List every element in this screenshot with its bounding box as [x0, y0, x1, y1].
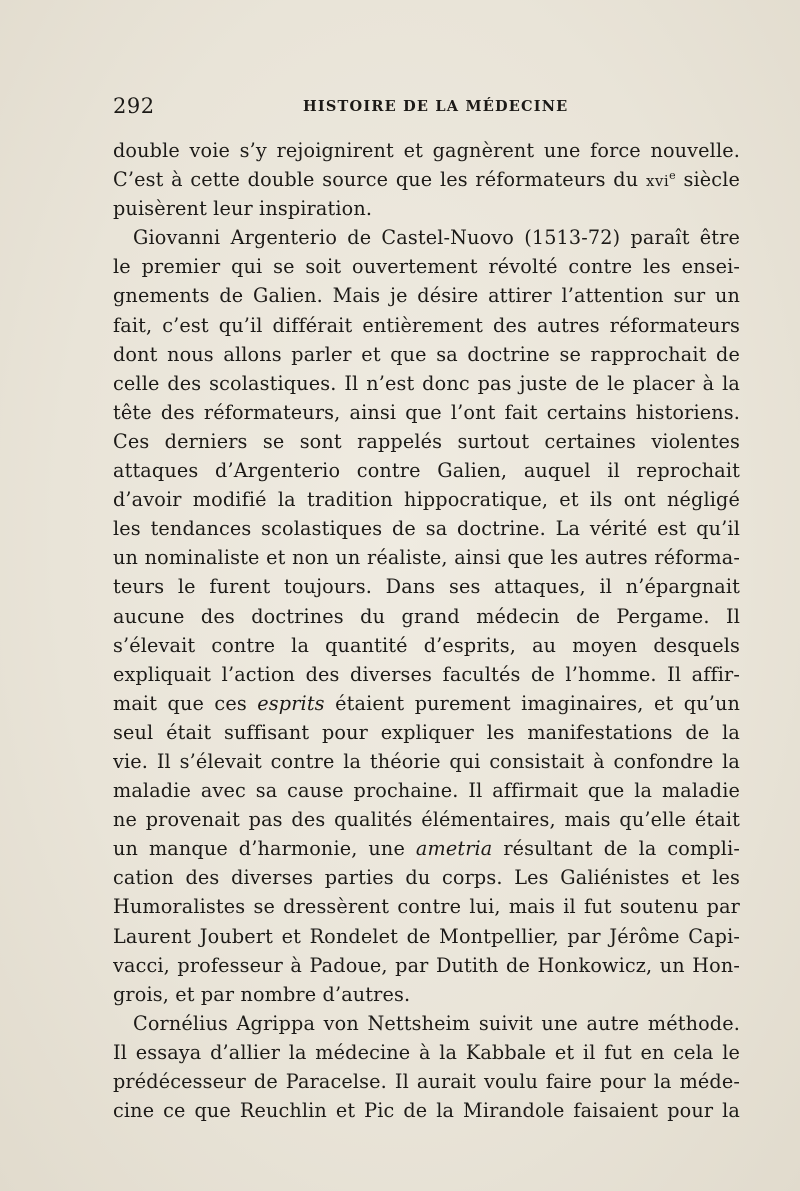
text-line: puisèrent leur inspiration. — [113, 197, 373, 221]
text-line: celle des scolastiques. Il n’est donc pas juste de le placer à la — [113, 371, 740, 395]
text-line: les tendances scolastiques de sa doctrine. La vérité est qu’il — [113, 517, 740, 541]
italic-term-esprits: esprits — [257, 691, 325, 715]
line-fragment: C’est à cette double source que les réformateurs du — [113, 168, 646, 192]
line-fragment: étaient purement imaginaires, et qu’un — [324, 691, 740, 715]
text-line: seul était suffisant pour expliquer les manifestations de la — [113, 720, 740, 744]
text-line: Il essaya d’allier la médecine à la Kabbale et il fut en cela le — [113, 1040, 740, 1064]
text-line: maladie avec sa cause prochaine. Il affirmait que la maladie — [113, 779, 740, 803]
text-line: gnements de Galien. Mais je désire attirer l’attention sur un — [113, 284, 740, 308]
paragraph-start-line: Giovanni Argenterio de Castel-Nuovo (1513-72) paraît être — [133, 226, 740, 250]
paragraph-start-line: Cornélius Agrippa von Nettsheim suivit une autre méthode. — [133, 1011, 740, 1035]
line-fragment: mait que ces — [113, 691, 258, 715]
text-line — [113, 689, 740, 718]
text-line — [113, 834, 740, 863]
line-fragment: résultant de la compli- — [492, 837, 740, 861]
text-line: aucune des doctrines du grand médecin de Pergame. Il — [113, 604, 740, 628]
text-line: cine ce que Reuchlin et Pic de la Mirandole faisaient pour la — [113, 1099, 740, 1123]
text-line: un nominaliste et non un réaliste, ainsi que les autres réforma- — [113, 546, 740, 570]
text-line: dont nous allons parler et que sa doctrine se rapprochait de — [113, 342, 740, 366]
text-line: Ces derniers se sont rappelés surtout certaines violentes — [113, 429, 740, 453]
text-line: vacci, professeur à Padoue, par Dutith de Honkowicz, un Hon- — [113, 953, 740, 977]
text-line: s’élevait contre la quantité d’esprits, au moyen desquels — [113, 633, 740, 657]
text-line: ne provenait pas des qualités élémentaires, mais qu’elle était — [113, 808, 740, 832]
line-fragment: un manque d’harmonie, une — [113, 837, 416, 861]
text-line: Laurent Joubert et Rondelet de Montpellier, par Jérôme Capi- — [113, 924, 740, 948]
text-line: attaques d’Argenterio contre Galien, auquel il reprochait — [113, 459, 740, 483]
text-line: le premier qui se soit ouvertement révolté contre les ensei- — [113, 255, 740, 279]
text-line: tête des réformateurs, ainsi que l’ont fait certains historiens. — [113, 400, 740, 424]
text-line: grois, et par nombre d’autres. — [113, 982, 411, 1006]
century-suffix: e — [669, 169, 676, 183]
line-fragment: siècle — [675, 168, 740, 192]
text-line: double voie s’y rejoignirent et gagnèrent une force nouvelle. — [113, 139, 740, 162]
body-text — [113, 136, 740, 1125]
text-line — [113, 165, 740, 194]
text-line: teurs le furent toujours. Dans ses attaques, il n’épargnait — [113, 575, 740, 599]
text-line: expliquait l’action des diverses facultés de l’homme. Il affir- — [113, 662, 740, 686]
text-line: Humoralistes se dressèrent contre lui, mais il fut soutenu par — [113, 895, 740, 919]
text-line: cation des diverses parties du corps. Les Galiénistes et les — [113, 866, 740, 890]
century-numeral: xvi — [645, 172, 670, 191]
text-line: d’avoir modifié la tradition hippocratique, et ils ont négligé — [113, 488, 740, 512]
italic-term-ametria: ametria — [415, 837, 493, 861]
page-header — [113, 94, 740, 122]
running-title: HISTOIRE DE LA MÉDECINE — [303, 98, 569, 115]
page-number: 292 — [113, 94, 155, 118]
text-line: prédécesseur de Paracelse. Il aurait voulu faire pour la méde- — [113, 1070, 740, 1093]
text-line: vie. Il s’élevait contre la théorie qui consistait à confondre la — [113, 749, 740, 773]
text-line: fait, c’est qu’il différait entièrement des autres réformateurs — [113, 313, 740, 337]
